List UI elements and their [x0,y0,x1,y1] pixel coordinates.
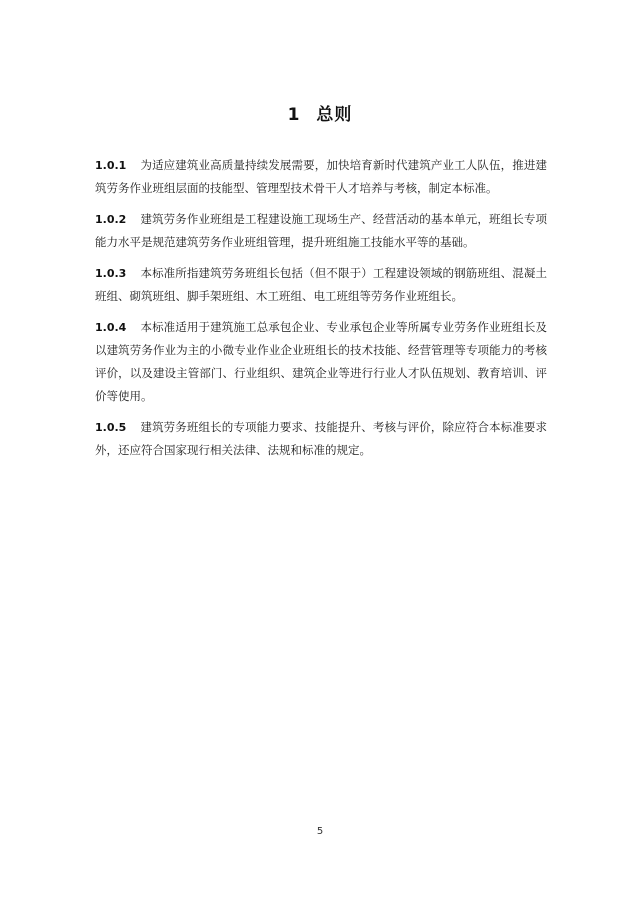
clause-number: 1.0.1 [95,159,127,172]
clause-list [95,154,547,470]
chapter-title-text: 总则 [316,105,353,125]
clause-number: 1.0.3 [95,267,127,280]
clause-1-0-3 [95,262,547,308]
clause-1-0-1 [95,154,547,200]
clause-text: 本标准所指建筑劳务班组长包括（但不限于）工程建设领域的钢筋班组、混凝土班组、砌筑班组、脚手架班组、木工班组、电工班组等劳务作业班组长。 [95,266,547,303]
clause-1-0-2 [95,208,547,254]
page-number: 5 [316,826,324,837]
clause-number: 1.0.4 [95,321,127,334]
clause-1-0-5 [95,416,547,462]
clause-text: 建筑劳务作业班组是工程建设施工现场生产、经营活动的基本单元，班组长专项能力水平是规范建筑劳务作业班组管理，提升班组施工技能水平等的基础。 [95,212,547,249]
clause-text: 建筑劳务班组长的专项能力要求、技能提升、考核与评价，除应符合本标准要求外，还应符合国家现行相关法律、法规和标准的规定。 [95,420,547,457]
clause-1-0-4 [95,316,547,408]
clause-number: 1.0.5 [95,421,127,434]
clause-text: 为适应建筑业高质量持续发展需要，加快培育新时代建筑产业工人队伍，推进建筑劳务作业班组层面的技能型、管理型技术骨干人才培养与考核，制定本标准。 [95,158,547,195]
clause-text: 本标准适用于建筑施工总承包企业、专业承包企业等所属专业劳务作业班组长及以建筑劳务作业为主的小微专业作业企业班组长的技术技能、经营管理等专项能力的考核评价，以及建设主管部门、行业组织、建筑企业等进行行业人才队伍规划、教育培训、评价等使用。 [95,320,547,403]
clause-number: 1.0.2 [95,213,127,226]
chapter-number: 1 [287,105,301,125]
chapter-title [0,100,640,125]
